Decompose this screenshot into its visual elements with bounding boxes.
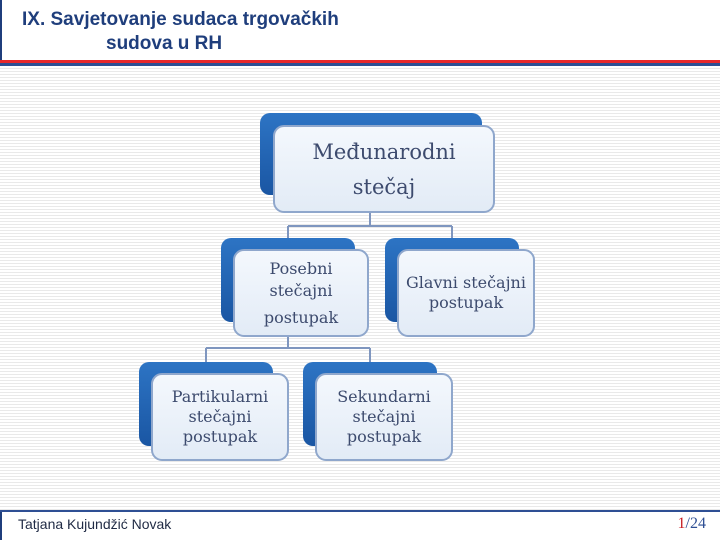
- node-posebni-line-1: Posebni: [269, 259, 333, 278]
- node-partikularni-line-2: stečajni: [188, 407, 252, 426]
- slide-footer: [0, 512, 720, 540]
- node-glavni-line-1: Glavni stečajni: [406, 273, 526, 292]
- node-sekundarni-line-1: Sekundarni: [337, 387, 431, 406]
- title-line-1: IX. Savjetovanje sudaca trgovačkih: [22, 9, 339, 30]
- node-glavni: [385, 238, 534, 336]
- node-root-line-2: stečaj: [352, 175, 416, 199]
- node-glavni-line-2: postupak: [428, 293, 504, 312]
- author-name: Tatjana Kujundžić Novak: [18, 516, 172, 532]
- node-posebni: [221, 238, 368, 336]
- node-sekundarni-line-2: stečajni: [352, 407, 416, 426]
- page-number: [678, 515, 706, 533]
- node-root-line-1: Međunarodni: [312, 140, 456, 164]
- node-partikularni-line-1: Partikularni: [171, 387, 269, 406]
- node-root: [260, 113, 494, 212]
- node-partikularni: [139, 362, 288, 460]
- node-sekundarni-line-3: postupak: [346, 427, 422, 446]
- node-posebni-line-3: postupak: [263, 308, 339, 327]
- node-root-box: [274, 126, 494, 212]
- title-line-2: sudova u RH: [106, 33, 223, 54]
- page-current: 1: [677, 515, 686, 532]
- node-posebni-line-2: stečajni: [269, 281, 333, 300]
- page-total: 24: [690, 515, 706, 532]
- node-partikularni-line-3: postupak: [182, 427, 258, 446]
- page-separator: /: [685, 515, 690, 532]
- node-sekundarni: [303, 362, 452, 460]
